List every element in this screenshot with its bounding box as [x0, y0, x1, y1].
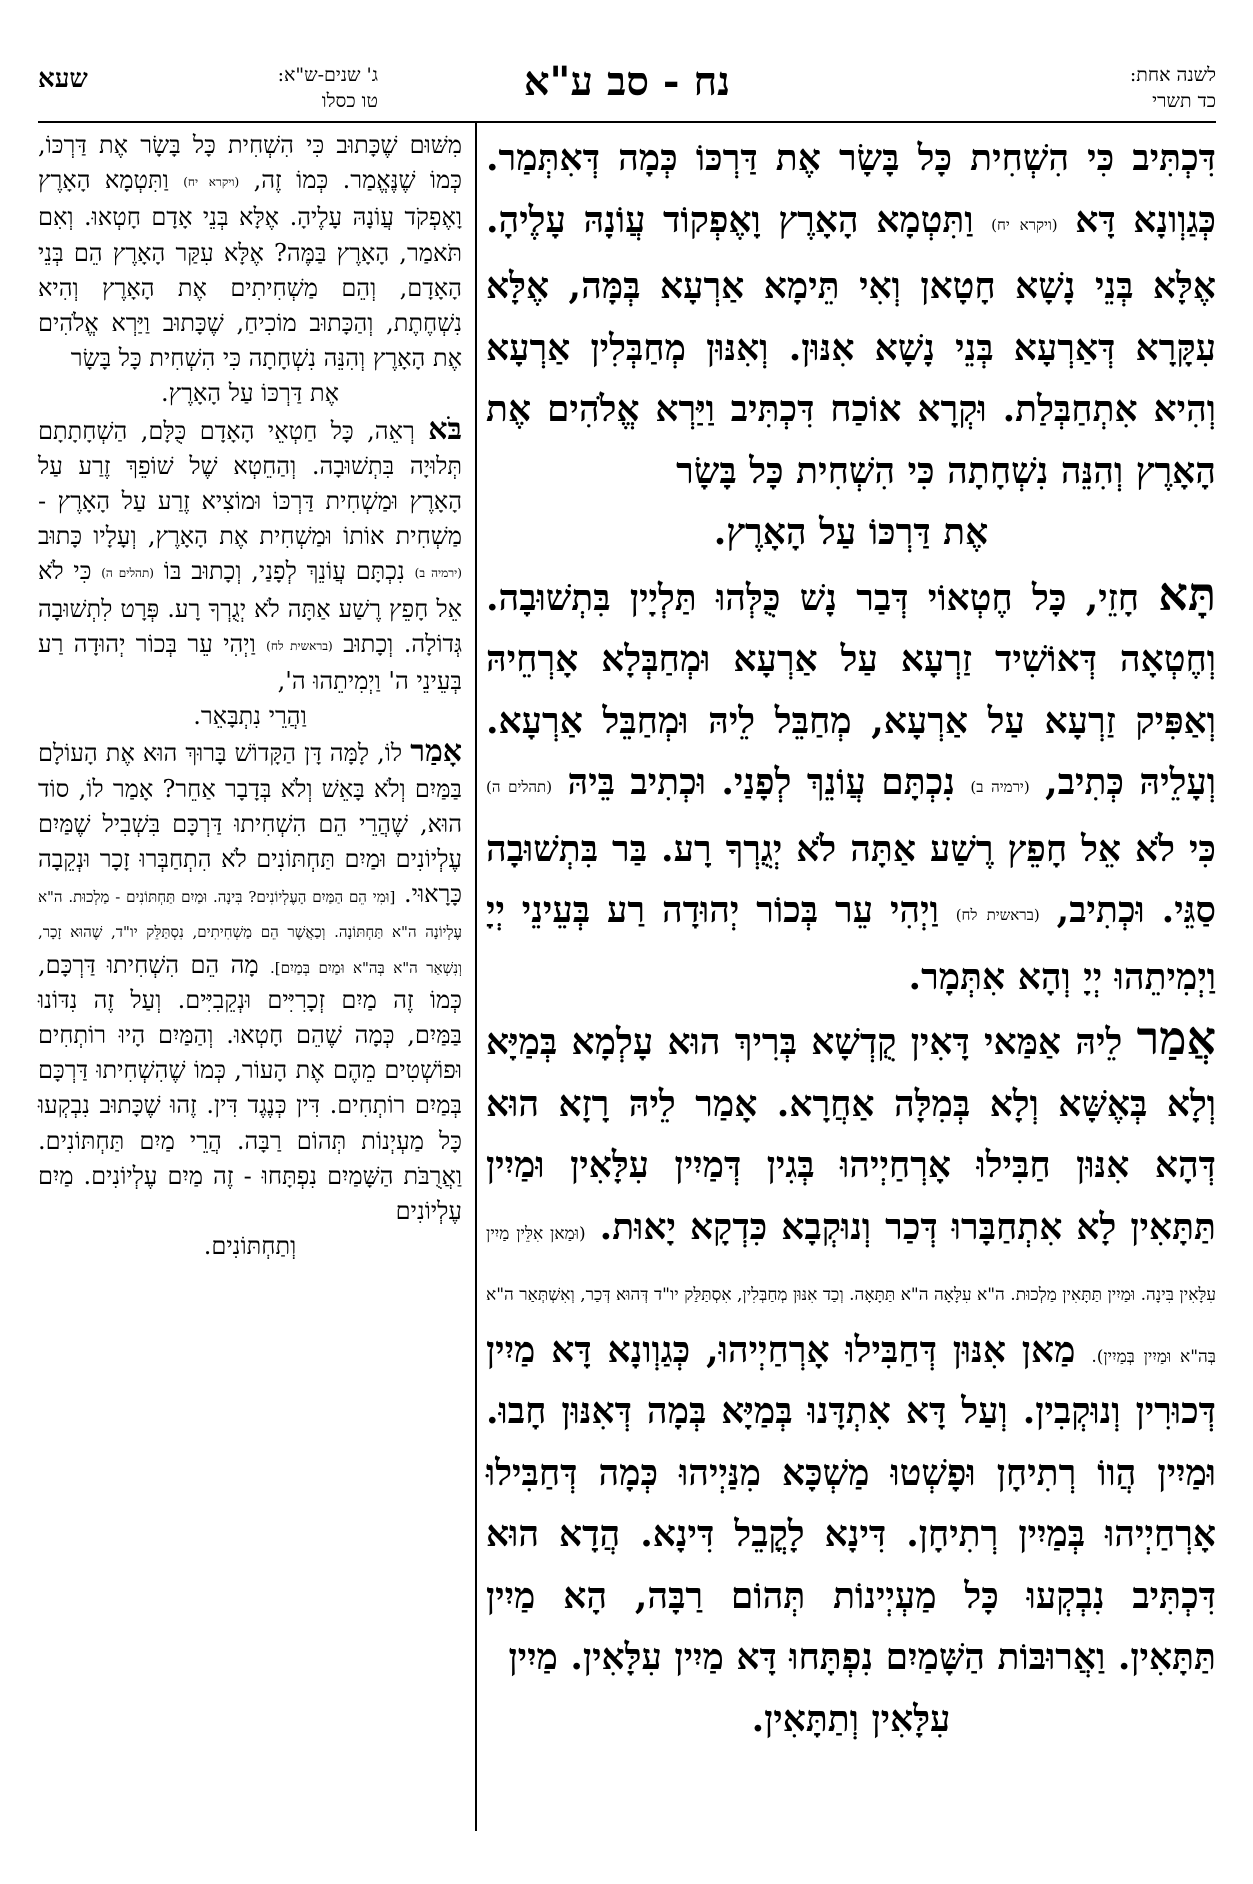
- opening-word: בֹּא: [428, 411, 462, 447]
- main-paragraph-2: תָּא חָזֵי, כָּל חֶטְאוֹי דְּבַר נָשׁ כֻּלְּהוּ תַּלְיָין בִּתְשׁוּבָה. וְחֶטְאָה דְּאוֹשִׁיד זַרְעָא עַל אַרְעָא וּמְחַבְּלָא אָרְחֵיהּ וְאַפִּיק זַרְעָא עַל אַרְעָא, מְחַבֵּל לֵיהּ וּמְחַבֵּל אַרְעָא. וְעָלֵיהּ כְּתִיב, (ירמיה ב) נִכְתָּם עֲוֹנֵךְ לְפָנַי. וּכְתִיב בֵּיהּ (תהלים ה) כִּי לֹא אֵל חָפֵץ רֶשַׁע אַתָּה לֹא יְגֻרְךָ רָע. בַּר בִּתְשׁוּבָה סַגֵּי. וּכְתִיב, (בראשית לח) וַיְהִי עֵר בְּכוֹר יְהוּדָה רַע בְּעֵינֵי יְיָ וַיְמִיתֵהוּ יְיָ וְהָא אִתְּמָר.: [486, 566, 1217, 998]
- main-paragraph-1: דִּכְתִּיב כִּי הִשְׁחִית כָּל בָּשָׂר אֶת דַּרְכּוֹ כְּמָה דְּאִתְּמַר. כְּגַוְונָא דָּא (ויקרא יח) וַתִּטְמָא הָאָרֶץ וָאֶפְקוֹד עֲוֹנָהּ עָלֶיהָ. אֶלָּא בְּנֵי נָשָׁא חָטָאן וְאִי תֵּימָא אַרְעָא בְּמָּה, אֶלָּא עִקָּרָא דְּאַרְעָא בְּנֵי נָשָׁא אִנּוּן. וְאִנּוּן מְחַבְּלִין אַרְעָא וְהִיא אִתְחַבְּלַת. וּקְרָא אוֹכַח דִּכְתִּיב וַיַּרְא אֱלֹהִים אֶת הָאָרֶץ וְהִנֵּה נִשְׁחָתָה כִּי הִשְׁחִית כָּל בָּשָׂר: [486, 137, 1217, 492]
- verse-reference: (תהלים ה): [101, 566, 154, 581]
- verse-reference: (בראשית לח): [955, 906, 1040, 924]
- page-title: נח - סב ע"א: [523, 58, 731, 105]
- page-header: [38, 54, 1216, 124]
- verse-reference: (בראשית לח): [266, 638, 333, 653]
- verse-reference: (ירמיה ב): [414, 566, 462, 581]
- opening-word: אָמַר: [410, 734, 462, 770]
- main-paragraph-3: אֲמַר לֵיהּ אַמַּאי דָּאִין קֻדְשָׁא בְּרִיךְ הוּא עָלְמָא בְּמַיָּא וְלָא בְּאֶשָּׁא וְלָא בְּמִלָּה אַחֲרָא. אָמַר לֵיהּ רָזָא הוּא דְּהָא אִנּוּן חַבִּילוּ אָרְחַיְיהוּ בְּגִין דְּמַיִין עִלָּאִין וּמַיִין תַּתָּאִין לָא אִתְחַבָּרוּ דְּכַר וְנוּקְבָא כִּדְקָא יָאוּת. (וּמַאן אִלֵּין מַיִין עִלָּאִין בִּינָה. וּמַיִין תַּתָּאִין מַלְכוּת. ה"א עִלָּאָה ה"א תַּתָּאָה. וְכַד אִנּוּן מְחַבְּלִין, אִסְתַּלַּק יו"ד דְּהוּא דְּכַר, וְאִשְׁתְּאַר ה"א בְּה"א וּמַיִין בְּמַיִין). מַאן אִנּוּן דְּחַבִּילוּ אָרְחַיְיהוּ, כְּגַוְונָא דָּא מַיִין דְּכוּרִין וְנוּקְבִין. וְעַל דָּא אִתְדָּנוּ בְּמַיָּא בְּמָה דְּאִנּוּן חָבוּ. וּמַיִין הֲווֹ רְתִיחָן וּפָשְׁטוּ מַשְׁכָּא מִנַּיְיהוּ כְּמָה דְּחַבִּילוּ אָרְחַיְיהוּ בְּמַיִין רְתִיחָן. דִּינָא לָקֳבֵל דִּינָא. הֲדָא הוּא דִּכְתִּיב נִבְקְעוּ כָּל מַעְיְינוֹת תְּהוֹם רַבָּה, הָא מַיִין תַּתָּאִין. וַאֲרוּבּוֹת הַשָּׁמַיִם נִפְתָּחוּ דָּא מַיִין עִלָּאִין. מַיִין: [486, 1011, 1216, 1678]
- alt-schedule-date: טו כסלו: [321, 90, 378, 112]
- verse-reference: (ויקרא יח): [183, 175, 240, 190]
- opening-word: אֲמַר: [1136, 1011, 1216, 1065]
- commentary-paragraph-1-end: אֶת דַּרְכּוֹ עַל הָאָרֶץ.: [160, 379, 340, 408]
- alt-schedule-label: ג' שנים-ש"א:: [277, 64, 378, 86]
- verse-reference: (ויקרא יח): [991, 215, 1058, 234]
- opening-word: תָּא: [1158, 566, 1216, 621]
- alt-reading-schedule: [158, 62, 378, 114]
- commentary-paragraph-1: מִשּׁוּם שֶׁכָּתוּב כִּי הִשְׁחִית כָּל בָּשָׂר אֶת דַּרְכּוֹ, כְּמוֹ שֶׁנֶּאֱמַר. כְּמוֹ זֶה, (ויקרא יח) וַתִּטְמָא הָאָרֶץ וָאֶפְקֹד עֲוֹנָהּ עָלֶיהָ. אֶלָּא בְּנֵי אָדָם חָטְאוּ. וְאִם תֹּאמַר, הָאָרֶץ בַּמֶּה? אֶלָּא עִקַּר הָאָרֶץ הֵם בְּנֵי הָאָדָם, וְהֵם מַשְׁחִיתִים אֶת הָאָרֶץ וְהִיא נִשְׁחֶתֶת, וְהַכָּתוּב מוֹכִיחַ, שֶׁכָּתוּב וַיַּרְא אֱלֹהִים אֶת הָאָרֶץ וְהִנֵּה נִשְׁחָתָה כִּי הִשְׁחִית כָּל בָּשָׂר: [38, 131, 462, 373]
- commentary-paragraph-2: בֹּא רְאֵה, כָּל חַטְאֵי הָאָדָם כֻּלָּם, הַשְׁחָתָתָם תְּלוּיָה בִּתְשׁוּבָה. וְהַחֵטְא שֶׁל שׁוֹפֵךְ זֶרַע עַל הָאָרֶץ וּמַשְׁחִית דַּרְכּוֹ וּמוֹצִיא זֶרַע עַל הָאָרֶץ - מַשְׁחִית אוֹתוֹ וּמַשְׁחִית אֶת הָאָרֶץ, וְעָלָיו כָּתוּב (ירמיה ב) נִכְתָּם עֲוֹנֵךְ לְפָנַי, וְכָתוּב בּוֹ (תהלים ה) כִּי לֹא אֵל חָפֵץ רֶשַׁע אַתָּה לֹא יְגֻרְךָ רָע. פְּרָט לִתְשׁוּבָה גְּדוֹלָה. וְכָתוּב (בראשית לח) וַיְהִי עֵר בְּכוֹר יְהוּדָה רַע בְּעֵינֵי ה' וַיְמִיתֵהוּ ה',: [38, 411, 462, 696]
- commentary-column: [38, 128, 462, 1265]
- inline-note: (וּמַאן אִלֵּין מַיִין עִלָּאִין בִּינָה. וּמַיִין תַּתָּאִין מַלְכוּת. ה"א עִלָּאָה ה"א תַּתָּאָה. וְכַד אִנּוּן מְחַבְּלִין, אִסְתַּלַּק יו"ד דְּהוּא דְּכַר, וְאִשְׁתְּאַר ה"א בְּה"א וּמַיִין בְּמַיִין).: [486, 1223, 1216, 1367]
- verse-reference: (תהלים ה): [486, 778, 553, 796]
- schedule-date: כד תשרי: [1152, 90, 1216, 112]
- header-divider: [38, 121, 1216, 123]
- commentary-paragraph-3-end: וְתַחְתּוֹנִים.: [203, 1232, 297, 1261]
- inline-note: [וּמִי הֵם הַמַּיִם הָעֶלְיוֹנִים? בִּינָה. וּמַיִם תַּחְתּוֹנִים - מַלְכוּת. ה"א עֶלְיוֹנָה ה"א תַּחְתּוֹנָה. וְכַאֲשֶׁר הֵם מַשְׁחִיתִים, נִסְתַּלֵּק יו"ד, שֶׁהוּא זָכָר, וְנִשְׁאַר ה"א בְּה"א וּמַיִם בְּמַיִם].: [38, 888, 463, 977]
- column-divider: [475, 121, 477, 1831]
- main-text-column: [486, 128, 1216, 1750]
- main-paragraph-3-end: עִלָּאִין וְתַתָּאִין.: [751, 1697, 951, 1740]
- main-paragraph-1-end: אֶת דַּרְכּוֹ עַל הָאָרֶץ.: [713, 511, 989, 553]
- verse-reference: (ירמיה ב): [970, 778, 1030, 796]
- schedule-label: לשנה אחת:: [1129, 64, 1216, 86]
- commentary-paragraph-3: אָמַר לוֹ, לָמָּה דָּן הַקָּדוֹשׁ בָּרוּךְ הוּא אֶת הָעוֹלָם בַּמַּיִם וְלֹא בָּאֵשׁ וְלֹא בְּדָבָר אַחֵר? אָמַר לוֹ, סוֹד הוּא, שֶׁהֲרֵי הֵם הִשְׁחִיתוּ דַּרְכָּם בִּשְׁבִיל שֶׁמַּיִם עֶלְיוֹנִים וּמַיִם תַּחְתּוֹנִים לֹא הִתְחַבְּרוּ זָכָר וּנְקֵבָה כָּרָאוּי. [וּמִי הֵם הַמַּיִם הָעֶלְיוֹנִים? בִּינָה. וּמַיִם תַּחְתּוֹנִים - מַלְכוּת. ה"א עֶלְיוֹנָה ה"א תַּחְתּוֹנָה. וְכַאֲשֶׁר הֵם מַשְׁחִיתִים, נִסְתַּלֵּק יו"ד, שֶׁהוּא זָכָר, וְנִשְׁאַר ה"א בְּה"א וּמַיִם בְּמַיִם]. מָה הֵם הִשְׁחִיתוּ דַּרְכָּם, כְּמוֹ זֶה מַיִם זְכָרִיִּים וּנְקֵבִיִּים. וְעַל זֶה נִדּוֹנוּ בַּמַּיִם, כְּמָה שֶׁהֵם חָטְאוּ. וְהַמַּיִם הָיוּ רוֹתְחִים וּפוֹשְׁטִים מֵהֶם אֶת הָעוֹר, כְּמוֹ שֶׁהִשְׁחִיתוּ דַּרְכָּם בְּמַיִם רוֹתְחִים. דִּין כְּנֶגֶד דִּין. זֶהוּ שֶׁכָּתוּב נִבְקְעוּ כָּל מַעְיְנוֹת תְּהוֹם רַבָּה. הֲרֵי מַיִם תַּחְתּוֹנִים. וַאֲרֻבֹּת הַשָּׁמַיִם נִפְתָּחוּ - זֶה מַיִם עֶלְיוֹנִים. מַיִם עֶלְיוֹנִים: [38, 734, 463, 1226]
- commentary-paragraph-2-end: וַהֲרֵי נִתְבָּאֵר.: [193, 702, 307, 731]
- page-number: שעא: [38, 64, 88, 94]
